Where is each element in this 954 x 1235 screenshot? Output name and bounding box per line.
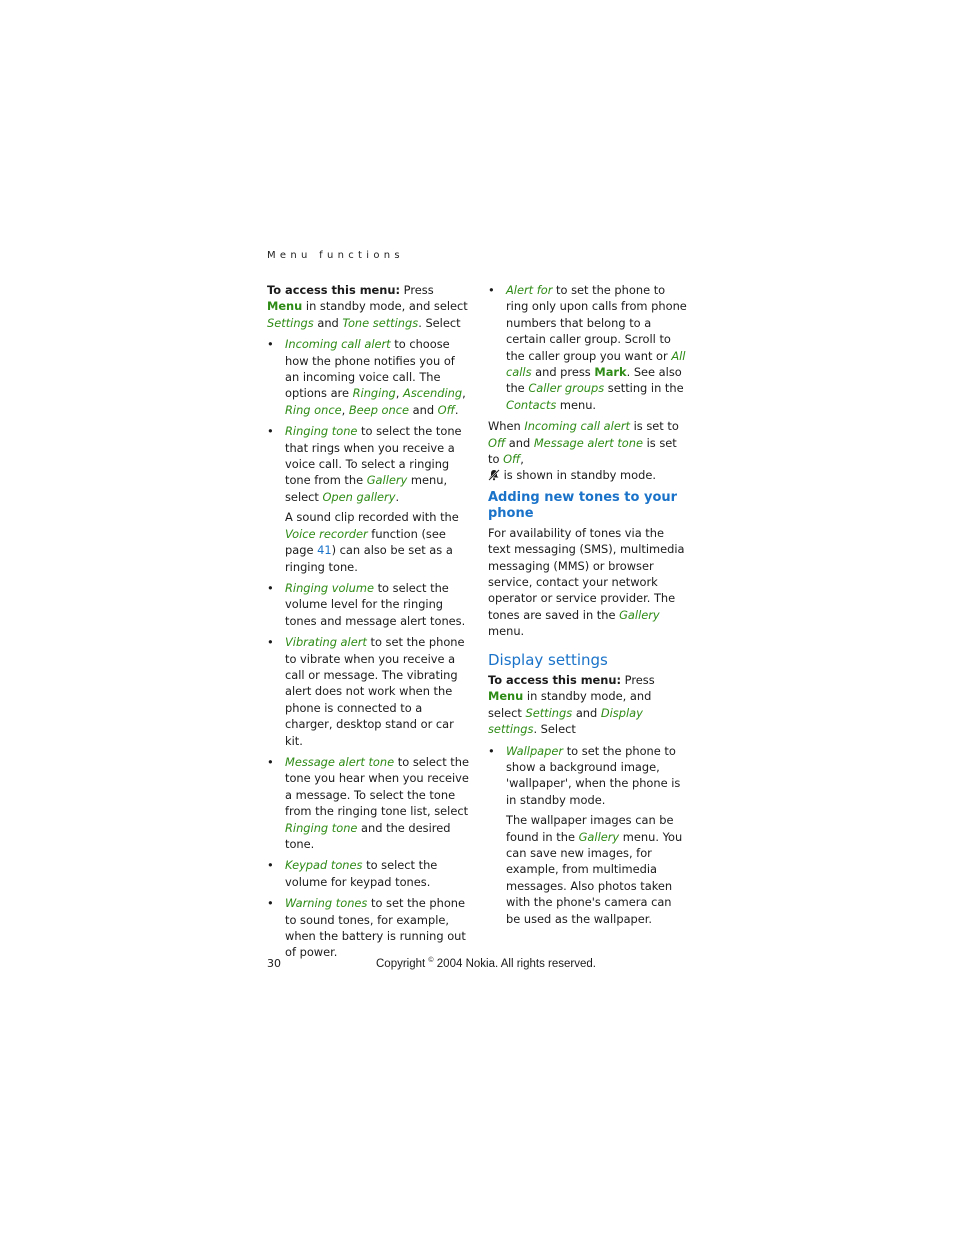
- silent-mode-note: When Incoming call alert is set to Off and Message alert tone is set to Off, is shown in standby mode.: [488, 419, 679, 483]
- copyright: Copyright © 2004 Nokia. All rights reserved.: [376, 957, 596, 970]
- alert-for-list: [488, 282, 688, 413]
- display-access-instructions: To access this menu: Press Menu in standby mode, and select Settings and Display settings. Select: [488, 672, 655, 737]
- adding-tones-text: For availability of tones via the text messaging (SMS), multimedia messaging (MMS) or browser service, contact your network operator or service provider. The tones are saved in the Gallery menu.: [488, 525, 685, 639]
- list-item: • Message alert tone to select the tone you hear when you receive a message. To select the tone from the ringing tone list, select Ringing tone and the desired tone.: [267, 754, 469, 851]
- display-settings-list: [488, 743, 688, 927]
- list-item: • Ringing tone to select the tone that rings when you receive a voice call. To select a ringing tone from the Gallery menu, select Open gallery. A sound clip recorded with the Voice recorder function (see page 41) can also be set as a ringing tone.: [267, 423, 470, 575]
- silent-bell-icon: [488, 469, 500, 481]
- list-item: • Warning tones to set the phone to sound tones, for example, when the battery is running out of power.: [267, 896, 466, 960]
- wallpaper-note: The wallpaper images can be found in the Gallery menu. You can save new images, for example, from multimedia messages. Also photos taken with the phone's camera can be used as the wallpaper.: [506, 813, 683, 926]
- voice-recorder-note: A sound clip recorded with the Voice recorder function (see page 41) can also be set as a ringing tone.: [285, 510, 459, 574]
- left-column: [267, 282, 470, 966]
- list-item: • Wallpaper to set the phone to show a background image, 'wallpaper', when the phone is in standby mode. The wallpaper images can be found in the Gallery menu. You can save new images, for example, from multimedia messages. Also photos taken with the phone's camera can be used as the wallpaper.: [488, 743, 688, 927]
- display-settings-heading: Display settings: [488, 650, 608, 669]
- list-item: • Vibrating alert to set the phone to vibrate when you receive a call or message. The vibrating alert does not work when the phone is connected to a charger, desktop stand or car kit.: [267, 635, 465, 748]
- right-column: [488, 282, 688, 932]
- list-item: • Incoming call alert to choose how the phone notifies you of an incoming voice call. The options are Ringing, Ascending, Ring once, Beep once and Off.: [267, 337, 466, 417]
- tone-settings-list: [267, 336, 470, 961]
- page-number: 30: [267, 957, 281, 970]
- list-item: • Ringing volume to select the volume level for the ringing tones and message alert tones.: [267, 580, 466, 628]
- page-link[interactable]: 41: [317, 543, 332, 558]
- access-instructions: To access this menu: Press Menu in standby mode, and select Settings and Tone settings. Select: [267, 283, 468, 330]
- section-header: Menu functions: [267, 250, 404, 261]
- list-item: • Alert for to set the phone to ring only upon calls from phone numbers that belong to a certain caller group. Scroll to the caller group you want or All calls and press Mark. See also the Caller groups setting in the Contacts menu.: [488, 283, 687, 412]
- adding-tones-heading: Adding new tones to your phone: [488, 489, 678, 522]
- list-item: • Keypad tones to select the volume for keypad tones.: [267, 858, 438, 889]
